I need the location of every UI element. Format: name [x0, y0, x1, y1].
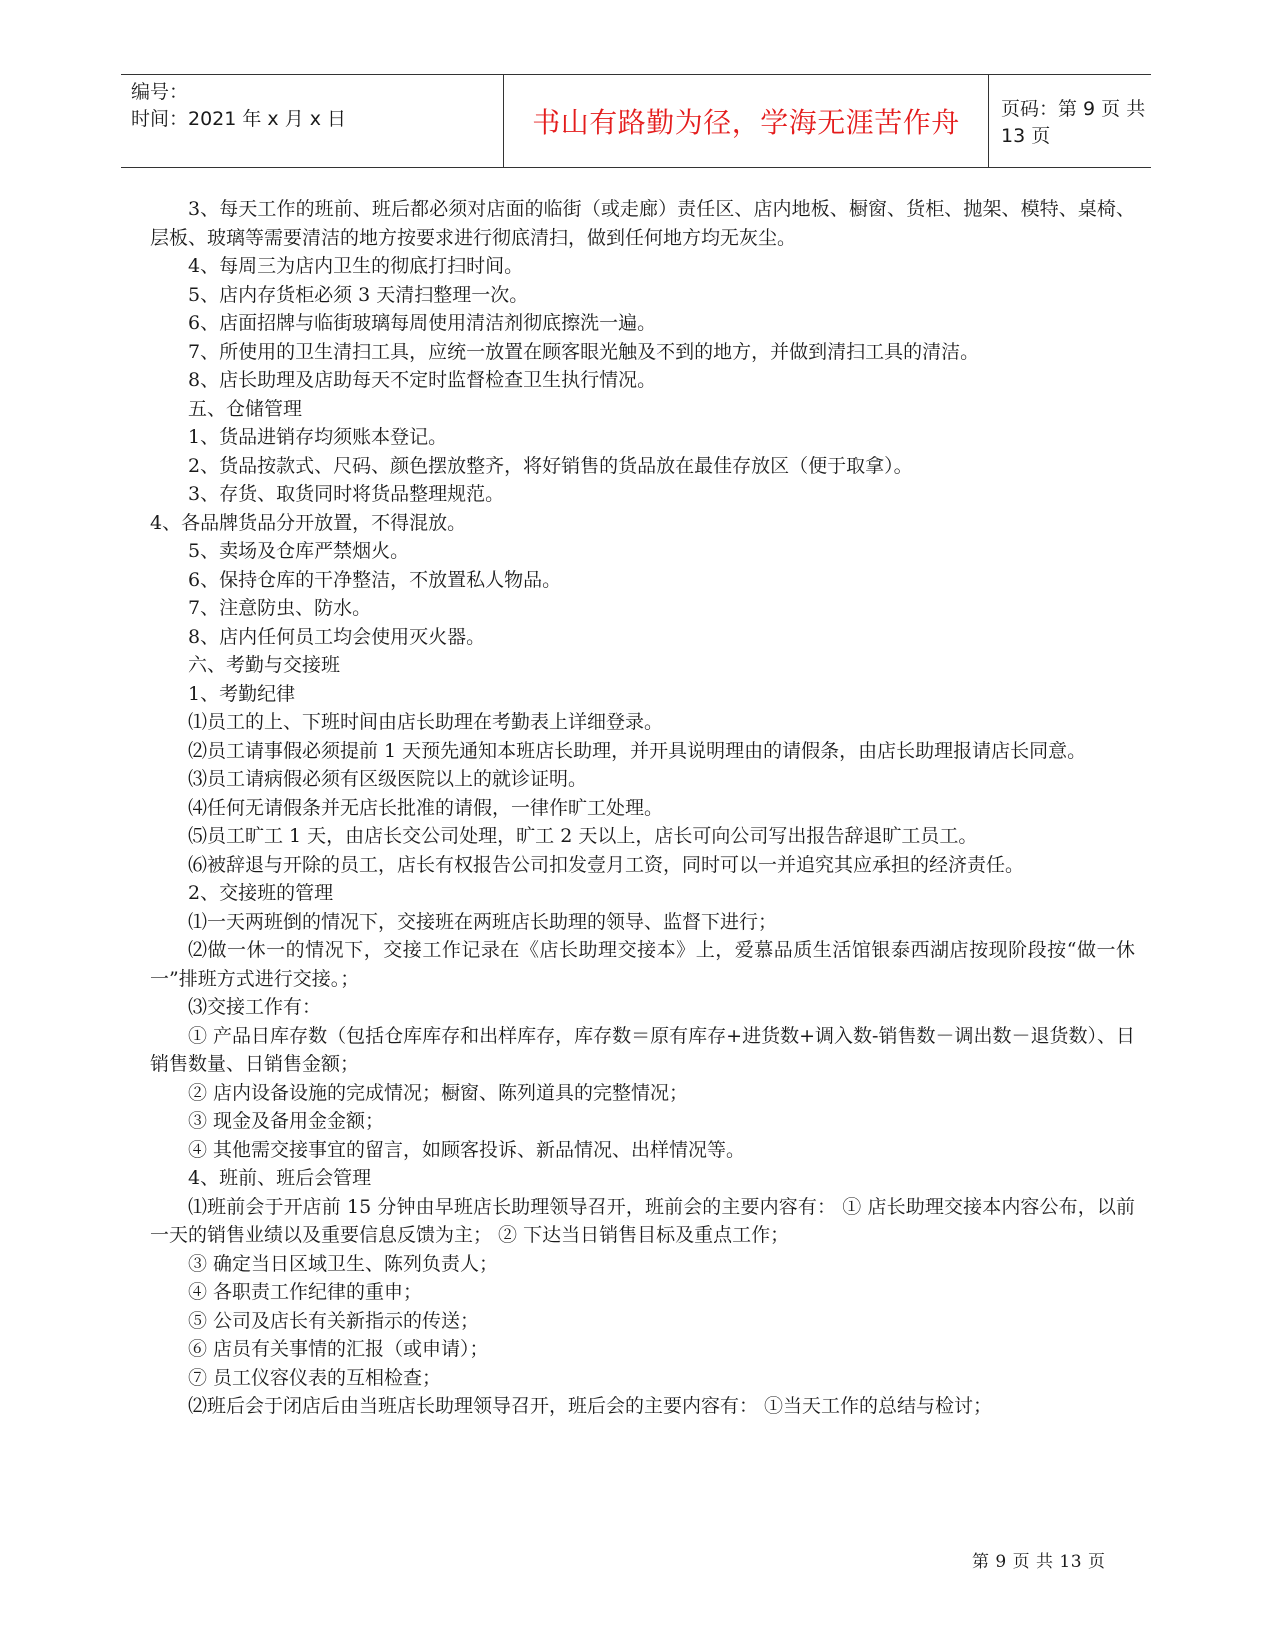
- paragraph: 3、存货、取货同时将货品整理规范。: [188, 483, 505, 505]
- paragraph: ⑶员工请病假必须有区级医院以上的就诊证明。: [188, 768, 588, 790]
- paragraph: 1、货品进销存均须账本登记。: [188, 426, 448, 448]
- document-number-label: 编号：: [131, 81, 189, 103]
- paragraph: ⑴班前会于开店前 15 分钟由早班店长助理领导召开，班前会的主要内容有： ① 店长助理交接本内容公布，以前一天的销售业绩以及重要信息反馈为主； ② 下达当日销售目标及重点工作；: [150, 1195, 1135, 1246]
- paragraph: ⑵班后会于闭店后由当班店长助理领导召开，班后会的主要内容有： ①当天工作的总结与检讨；: [188, 1395, 993, 1417]
- document-body: [150, 195, 1135, 1421]
- paragraph: 4、各品牌货品分开放置，不得混放。: [150, 511, 467, 534]
- paragraph: ⑴一天两班倒的情况下，交接班在两班店长助理的领导、监督下进行；: [188, 910, 778, 933]
- paragraph: 3、每天工作的班前、班后都必须对店面的临街（或走廊）责任区、店内地板、橱窗、货柜、抛架、模特、桌椅、层板、玻璃等需要清洁的地方按要求进行彻底清扫，做到任何地方均无灰尘。: [150, 198, 1135, 249]
- paragraph: ⑷任何无请假条并无店长批准的请假，一律作旷工处理。: [188, 796, 664, 819]
- paragraph: 2、货品按款式、尺码、颜色摆放整齐，将好销售的货品放在最佳存放区（便于取拿）。: [188, 454, 913, 477]
- header-meta: [131, 79, 491, 133]
- subsection-heading: 1、考勤纪律: [188, 682, 296, 705]
- paragraph: ④ 各职责工作纪律的重申；: [188, 1281, 423, 1303]
- paragraph: ⑹被辞退与开除的员工，店长有权报告公司扣发壹月工资，同时可以一并追究其应承担的经济责任。: [188, 853, 1025, 876]
- page-footer: 第 9 页 共 13 页: [972, 1552, 1106, 1572]
- subsection-heading: 2、交接班的管理: [188, 882, 334, 904]
- subsection-heading: 4、班前、班后会管理: [188, 1167, 372, 1189]
- paragraph: ③ 现金及备用金金额；: [188, 1110, 385, 1132]
- header-divider: [988, 75, 989, 167]
- header-page-number: 页码：第 9 页 共 13 页: [1001, 98, 1146, 147]
- document-time-label: 时间：2021 年 x 月 x 日: [131, 108, 347, 130]
- paragraph: 4、每周三为店内卫生的彻底打扫时间。: [188, 255, 524, 277]
- paragraph: ⑤ 公司及店长有关新指示的传送；: [188, 1309, 480, 1332]
- section-heading: 六、考勤与交接班: [188, 654, 341, 676]
- page-header: [121, 74, 1151, 168]
- paragraph: 5、卖场及仓库严禁烟火。: [188, 540, 410, 562]
- paragraph: ⑦ 员工仪容仪表的互相检查；: [188, 1366, 442, 1389]
- paragraph: 5、店内存货柜必须 3 天清扫整理一次。: [188, 283, 529, 306]
- paragraph: 7、所使用的卫生清扫工具，应统一放置在顾客眼光触及不到的地方，并做到清扫工具的清洁。: [188, 340, 980, 363]
- paragraph: 6、店面招牌与临街玻璃每周使用清洁剂彻底擦洗一遍。: [188, 312, 657, 334]
- section-heading: 五、仓储管理: [188, 397, 303, 420]
- paragraph: ⑶交接工作有：: [188, 996, 322, 1018]
- paragraph: ⑥ 店员有关事情的汇报（或申请）；: [188, 1338, 489, 1360]
- paragraph: 6、保持仓库的干净整洁，不放置私人物品。: [188, 568, 562, 591]
- paragraph: ⑴员工的上、下班时间由店长助理在考勤表上详细登录。: [188, 711, 664, 733]
- header-motto: 书山有路勤为径，学海无涯苦作舟: [532, 106, 960, 139]
- paragraph: ③ 确定当日区域卫生、陈列负责人；: [188, 1252, 499, 1275]
- paragraph: ⑸员工旷工 1 天，由店长交公司处理，旷工 2 天以上，店长可向公司写出报告辞退旷工员工。: [188, 825, 978, 847]
- paragraph: ① 产品日库存数（包括仓库库存和出样库存，库存数＝原有库存+进货数+调入数-销售数－调出数－退货数）、日销售数量、日销售金额；: [150, 1024, 1135, 1075]
- paragraph: ⑵做一休一的情况下，交接工作记录在《店长助理交接本》上，爱慕品质生活馆银泰西湖店按现阶段按“做一休一”排班方式进行交接。；: [150, 939, 1135, 990]
- paragraph: 8、店内任何员工均会使用灭火器。: [188, 625, 486, 648]
- paragraph: 8、店长助理及店助每天不定时监督检查卫生执行情况。: [188, 369, 657, 391]
- paragraph: 7、注意防虫、防水。: [188, 597, 372, 619]
- paragraph: ④ 其他需交接事宜的留言，如顾客投诉、新品情况、出样情况等。: [188, 1138, 746, 1161]
- paragraph: ⑵员工请事假必须提前 1 天预先通知本班店长助理，并开具说明理由的请假条，由店长助理报请店长同意。: [188, 739, 1087, 762]
- paragraph: ② 店内设备设施的完成情况；橱窗、陈列道具的完整情况；: [188, 1081, 689, 1104]
